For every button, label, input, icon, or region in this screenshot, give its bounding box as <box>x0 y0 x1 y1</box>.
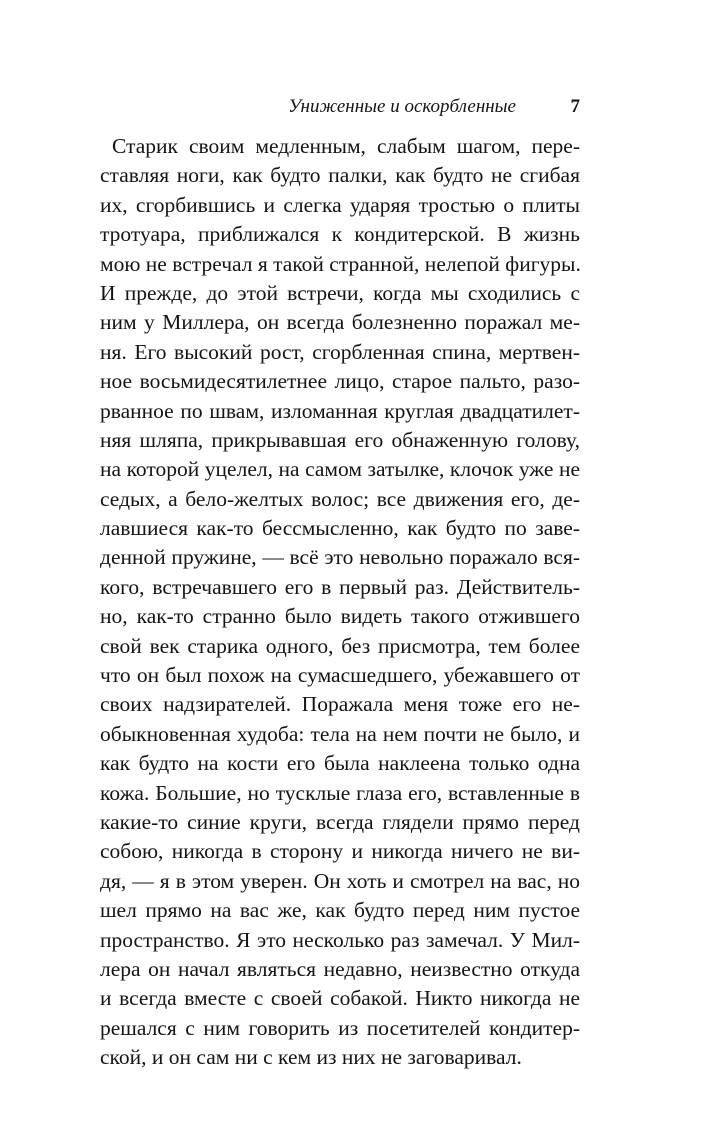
text-line: денной пружине, — всё это невольно поражало вся- <box>100 545 580 570</box>
text-line: решался с ним говорить из посетителей кондитер- <box>100 1015 580 1040</box>
text-line: шел прямо на вас же, как будто перед ним пустое <box>100 898 580 923</box>
text-line: ня. Его высокий рост, сгорбленная спина, мертвен- <box>100 339 580 364</box>
text-line: кого, встречавшего его в первый раз. Действитель- <box>100 574 580 599</box>
text-line: няя шляпа, прикрывавшая его обнаженную голову, <box>100 427 580 452</box>
text-line: лера он начал являться недавно, неизвестно откуда <box>100 956 580 981</box>
text-line: ним у Миллера, он всегда болезненно поражал ме- <box>100 310 580 335</box>
running-head <box>100 93 580 121</box>
text-line: какие-то синие круги, всегда глядели прямо перед <box>100 809 580 834</box>
text-line: лавшиеся как-то бессмысленно, как будто по заве- <box>100 516 580 541</box>
running-title: Униженные и оскорбленные <box>288 96 516 117</box>
text-line: своих надзирателей. Поражала меня тоже его не- <box>100 692 580 717</box>
text-line: но, как-то странно было видеть такого отжившего <box>100 604 580 629</box>
page-number: 7 <box>570 96 580 117</box>
text-line: пространство. Я это несколько раз замечал. У Мил- <box>100 927 580 952</box>
text-line: и всегда вместе с своей собакой. Никто никогда не <box>100 986 580 1011</box>
text-line: свой век старика одного, без присмотра, тем более <box>100 633 580 658</box>
text-line: их, сгорбившись и слегка ударяя тростью о плиты <box>100 192 580 217</box>
text-line: на которой уцелел, на самом затылке, клочок уже не <box>100 457 580 482</box>
text-line: Старик своим медленным, слабым шагом, пере- <box>112 134 580 158</box>
text-line: ное восьмидесятилетнее лицо, старое пальто, разо- <box>100 369 580 394</box>
text-line: дя, — я в этом уверен. Он хоть и смотрел на вас, но <box>100 868 580 893</box>
body-text <box>100 132 580 1073</box>
text-line: мою не встречал я такой странной, нелепой фигуры. <box>100 251 581 276</box>
text-line: ставляя ноги, как будто палки, как будто не сгибая <box>100 163 580 188</box>
text-line: что он был похож на сумасшедшего, убежавшего от <box>100 663 580 688</box>
text-line: обыкновенная худоба: тела на нем почти не было, и <box>100 721 580 746</box>
text-line: кожа. Большие, но тусклые глаза его, вставленные в <box>100 780 580 805</box>
text-line: как будто на кости его была наклеена только одна <box>100 751 580 776</box>
text-line: рванное по швам, изломанная круглая двадцатилет- <box>100 398 580 423</box>
text-line: тротуара, приближался к кондитерской. В жизнь <box>100 222 580 247</box>
text-line: седых, а бело-желтых волос; все движения его, де- <box>100 486 580 511</box>
text-line: ской, и он сам ни с кем из них не заговаривал. <box>100 1045 522 1070</box>
text-line: И прежде, до этой встречи, когда мы сходились с <box>100 280 580 305</box>
text-line: собою, никогда в сторону и никогда ничего не ви- <box>100 839 580 864</box>
